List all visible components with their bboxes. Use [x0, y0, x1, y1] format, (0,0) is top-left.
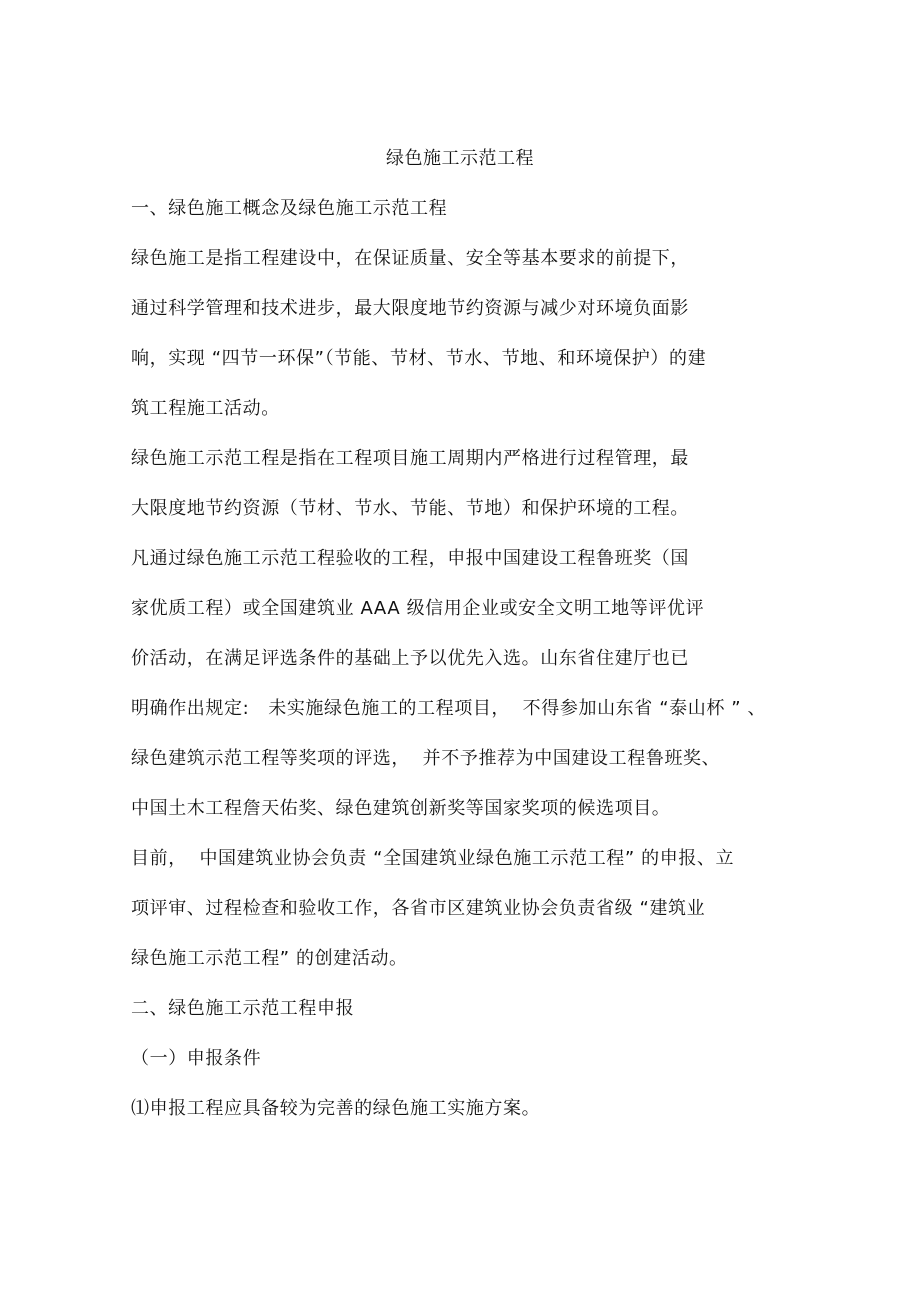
section-heading-1: 一、绿色施工概念及绿色施工示范工程 — [131, 198, 448, 219]
paragraph-line: 通过科学管理和技术进步，最大限度地节约资源与减少对环境负面影 — [131, 298, 689, 319]
paragraph-line: 绿色施工示范工程” 的创建活动。 — [131, 948, 408, 969]
paragraph-line: 绿色施工是指工程建设中，在保证质量、安全等基本要求的前提下， — [131, 248, 689, 269]
paragraph-line: 筑工程施工活动。 — [131, 398, 280, 419]
section-heading-2: 二、绿色施工示范工程申报 — [131, 998, 355, 1019]
paragraph-line: 目前， 中国建筑业协会负责 “全国建筑业绿色施工示范工程” 的申报、立 — [131, 848, 735, 869]
list-item: ⑴申报工程应具备较为完善的绿色施工实施方案。 — [131, 1098, 541, 1119]
paragraph-line: 绿色施工示范工程是指在工程项目施工周期内严格进行过程管理，最 — [131, 448, 689, 469]
paragraph-line: 明确作出规定: 未实施绿色施工的工程项目， 不得参加山东省 “泰山杯 ” 、 — [131, 698, 767, 719]
paragraph-line: 响，实现 “四节一环保”（节能、节材、节水、节地、和环境保护）的建 — [131, 348, 707, 369]
document-title: 绿色施工示范工程 — [386, 148, 534, 169]
paragraph-line: 家优质工程）或全国建筑业 AAA 级信用企业或安全文明工地等评优评 — [131, 598, 705, 619]
subsection-heading: （一）申报条件 — [131, 1048, 262, 1069]
paragraph-line: 大限度地节约资源（节材、节水、节能、节地）和保护环境的工程。 — [131, 498, 689, 519]
paragraph-line: 中国土木工程詹天佑奖、绿色建筑创新奖等国家奖项的候选项目。 — [131, 798, 671, 819]
paragraph-line: 凡通过绿色施工示范工程验收的工程，申报中国建设工程鲁班奖（国 — [131, 548, 689, 569]
paragraph-line: 绿色建筑示范工程等奖项的评选， 并不予推荐为中国建设工程鲁班奖、 — [131, 748, 721, 769]
paragraph-line: 项评审、过程检查和验收工作，各省市区建筑业协会负责省级 “建筑业 — [131, 898, 706, 919]
paragraph-line: 价活动，在满足评选条件的基础上予以优先入选。山东省住建厅也已 — [131, 648, 689, 669]
